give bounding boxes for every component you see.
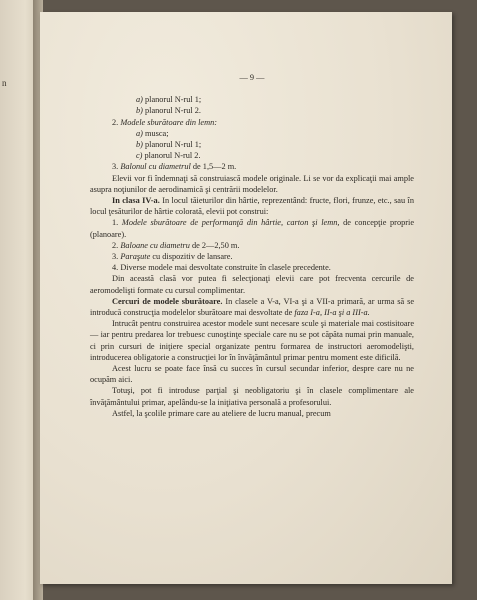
previous-page-fragment: n [2, 78, 7, 88]
list-item: 4. Diverse modele mai desvoltate construite în clasele precedente. [112, 263, 331, 273]
list-item: 2. Baloane cu diametru de 2—2,50 m. [112, 240, 240, 250]
book-page [40, 12, 452, 584]
list-item: 2. Modele sburătoare din lemn: [112, 117, 218, 127]
list-item: 3. Balonul cu diametrul de 1,5—2 m. [112, 162, 237, 172]
paragraph: Acest lucru se poate face însă cu succes în cursul secundar inferior, despre care nu ne ocupăm aici. [90, 364, 414, 385]
paragraph: Totuşi, pot fi introduse parţial şi neobligatoriu şi în clasele complimentare ale învăţământului primar, apelându-se la iniţiativa personală a profesorului. [90, 386, 414, 407]
paragraph: Din această clasă vor putea fi selecţionaţi elevii care pot frecventa cercurile de aeromodelişti formate cu cursul complimentar. [90, 274, 414, 295]
list-item: a) musca; [136, 128, 169, 138]
paragraph: Cercuri de modele sburătoare. In clasele a V-a, VI-a şi a VII-a primară, ar urma să se introducă construcţia modelelor sburătoare mai desvoltate de faza I-a, II-a şi a III-a. [90, 296, 414, 318]
page-text [90, 72, 414, 419]
page-number: — 9 — [239, 73, 265, 82]
paragraph: In clasa IV-a. In locul tăieturilor din hârtie, reprezentând: fructe, flori, frunze, etc., sau în locul ţesăturilor de hârtie colorată, elevii pot construi: [90, 196, 415, 217]
list-item: a) planorul N-rul 1; [136, 95, 202, 105]
paragraph: Elevii vor fi îndemnaţi să construiască modele originale. Li se vor da explicaţii mai ample asupra noţiunilor de aerodinamică şi centrării modelelor. [90, 173, 414, 194]
list-item: 1. Modele sburătoare de performanţă din hârtie, carton şi lemn, de concepţie proprie (planoare). [90, 218, 414, 239]
paragraph: Astfel, la şcolile primare care au ateliere de lucru manual, precum [112, 408, 331, 418]
list-item: b) planorul N-rul 2. [136, 106, 201, 116]
list-item: 3. Paraşute cu dispozitiv de lansare. [112, 252, 233, 262]
list-item: b) planorul N-rul 1; [136, 140, 202, 150]
list-item: c) planorul N-rul 2. [136, 151, 201, 161]
paragraph: Intrucât pentru construirea acestor modele sunt necesare scule şi materiale mai costisitoare — iar pentru predarea lor trebuesc cunoştinţe speciale care nu se pot căpăta numai prin manuale, ci prin cursuri de iniţiere special organizate pentru formarea de instructori aeromodelişti, introducerea obligatorie a construcţiei lor în învăţământul primar pentru moment este dificilă. [90, 319, 414, 362]
